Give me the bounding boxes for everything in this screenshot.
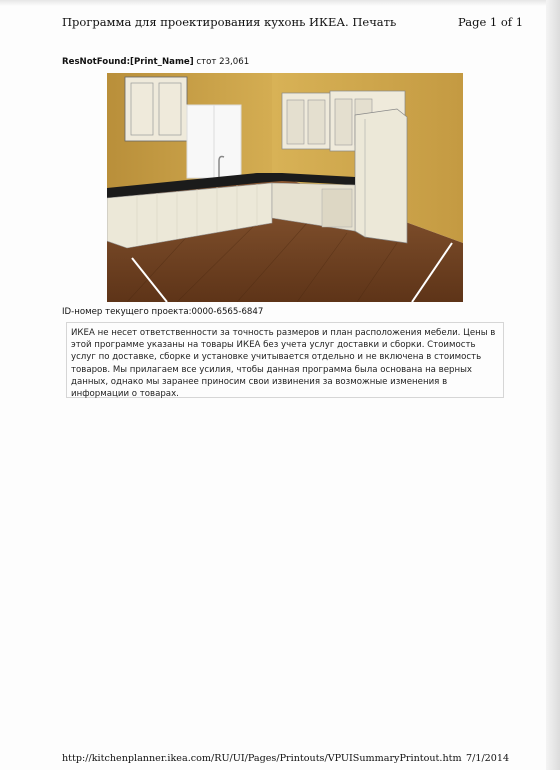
cost-value: 23,061	[219, 57, 250, 67]
kitchen-3d-render	[107, 73, 463, 302]
project-id: ID-номер текущего проекта:0000-6565-6847	[62, 307, 264, 317]
summary-line	[62, 57, 249, 67]
cost-label: стот	[196, 57, 217, 67]
footer-url: http://kitchenplanner.ikea.com/RU/UI/Pages/Printouts/VPUISummaryPrintout.htm	[62, 753, 462, 764]
scan-top-shadow	[0, 0, 560, 6]
disclaimer-box	[66, 322, 504, 398]
disclaimer-text: ИКЕА не несет ответственности за точность размеров и план расположения мебели. Цены в этой программе указаны на товары ИКЕА без учета услуг доставки и сборки. Стоимость услуг по доставке, сборке и установке учитывается отдельно и не включена в стоимость товаров. Мы прилагаем все усилия, чтобы данная программа была основана на верных данных, однако мы заранее приносим свои извинения за возможные изменения в информации о товарах.	[71, 328, 496, 400]
page-number: Page 1 of 1	[458, 15, 524, 29]
kitchen-render-image	[107, 73, 463, 302]
scan-edge-shadow	[546, 0, 560, 770]
page-header-title: Программа для проектирования кухонь ИКЕА. Печать	[62, 15, 397, 29]
print-name-label: ResNotFound:[Print_Name]	[62, 57, 194, 67]
footer-date: 7/1/2014	[466, 753, 510, 764]
